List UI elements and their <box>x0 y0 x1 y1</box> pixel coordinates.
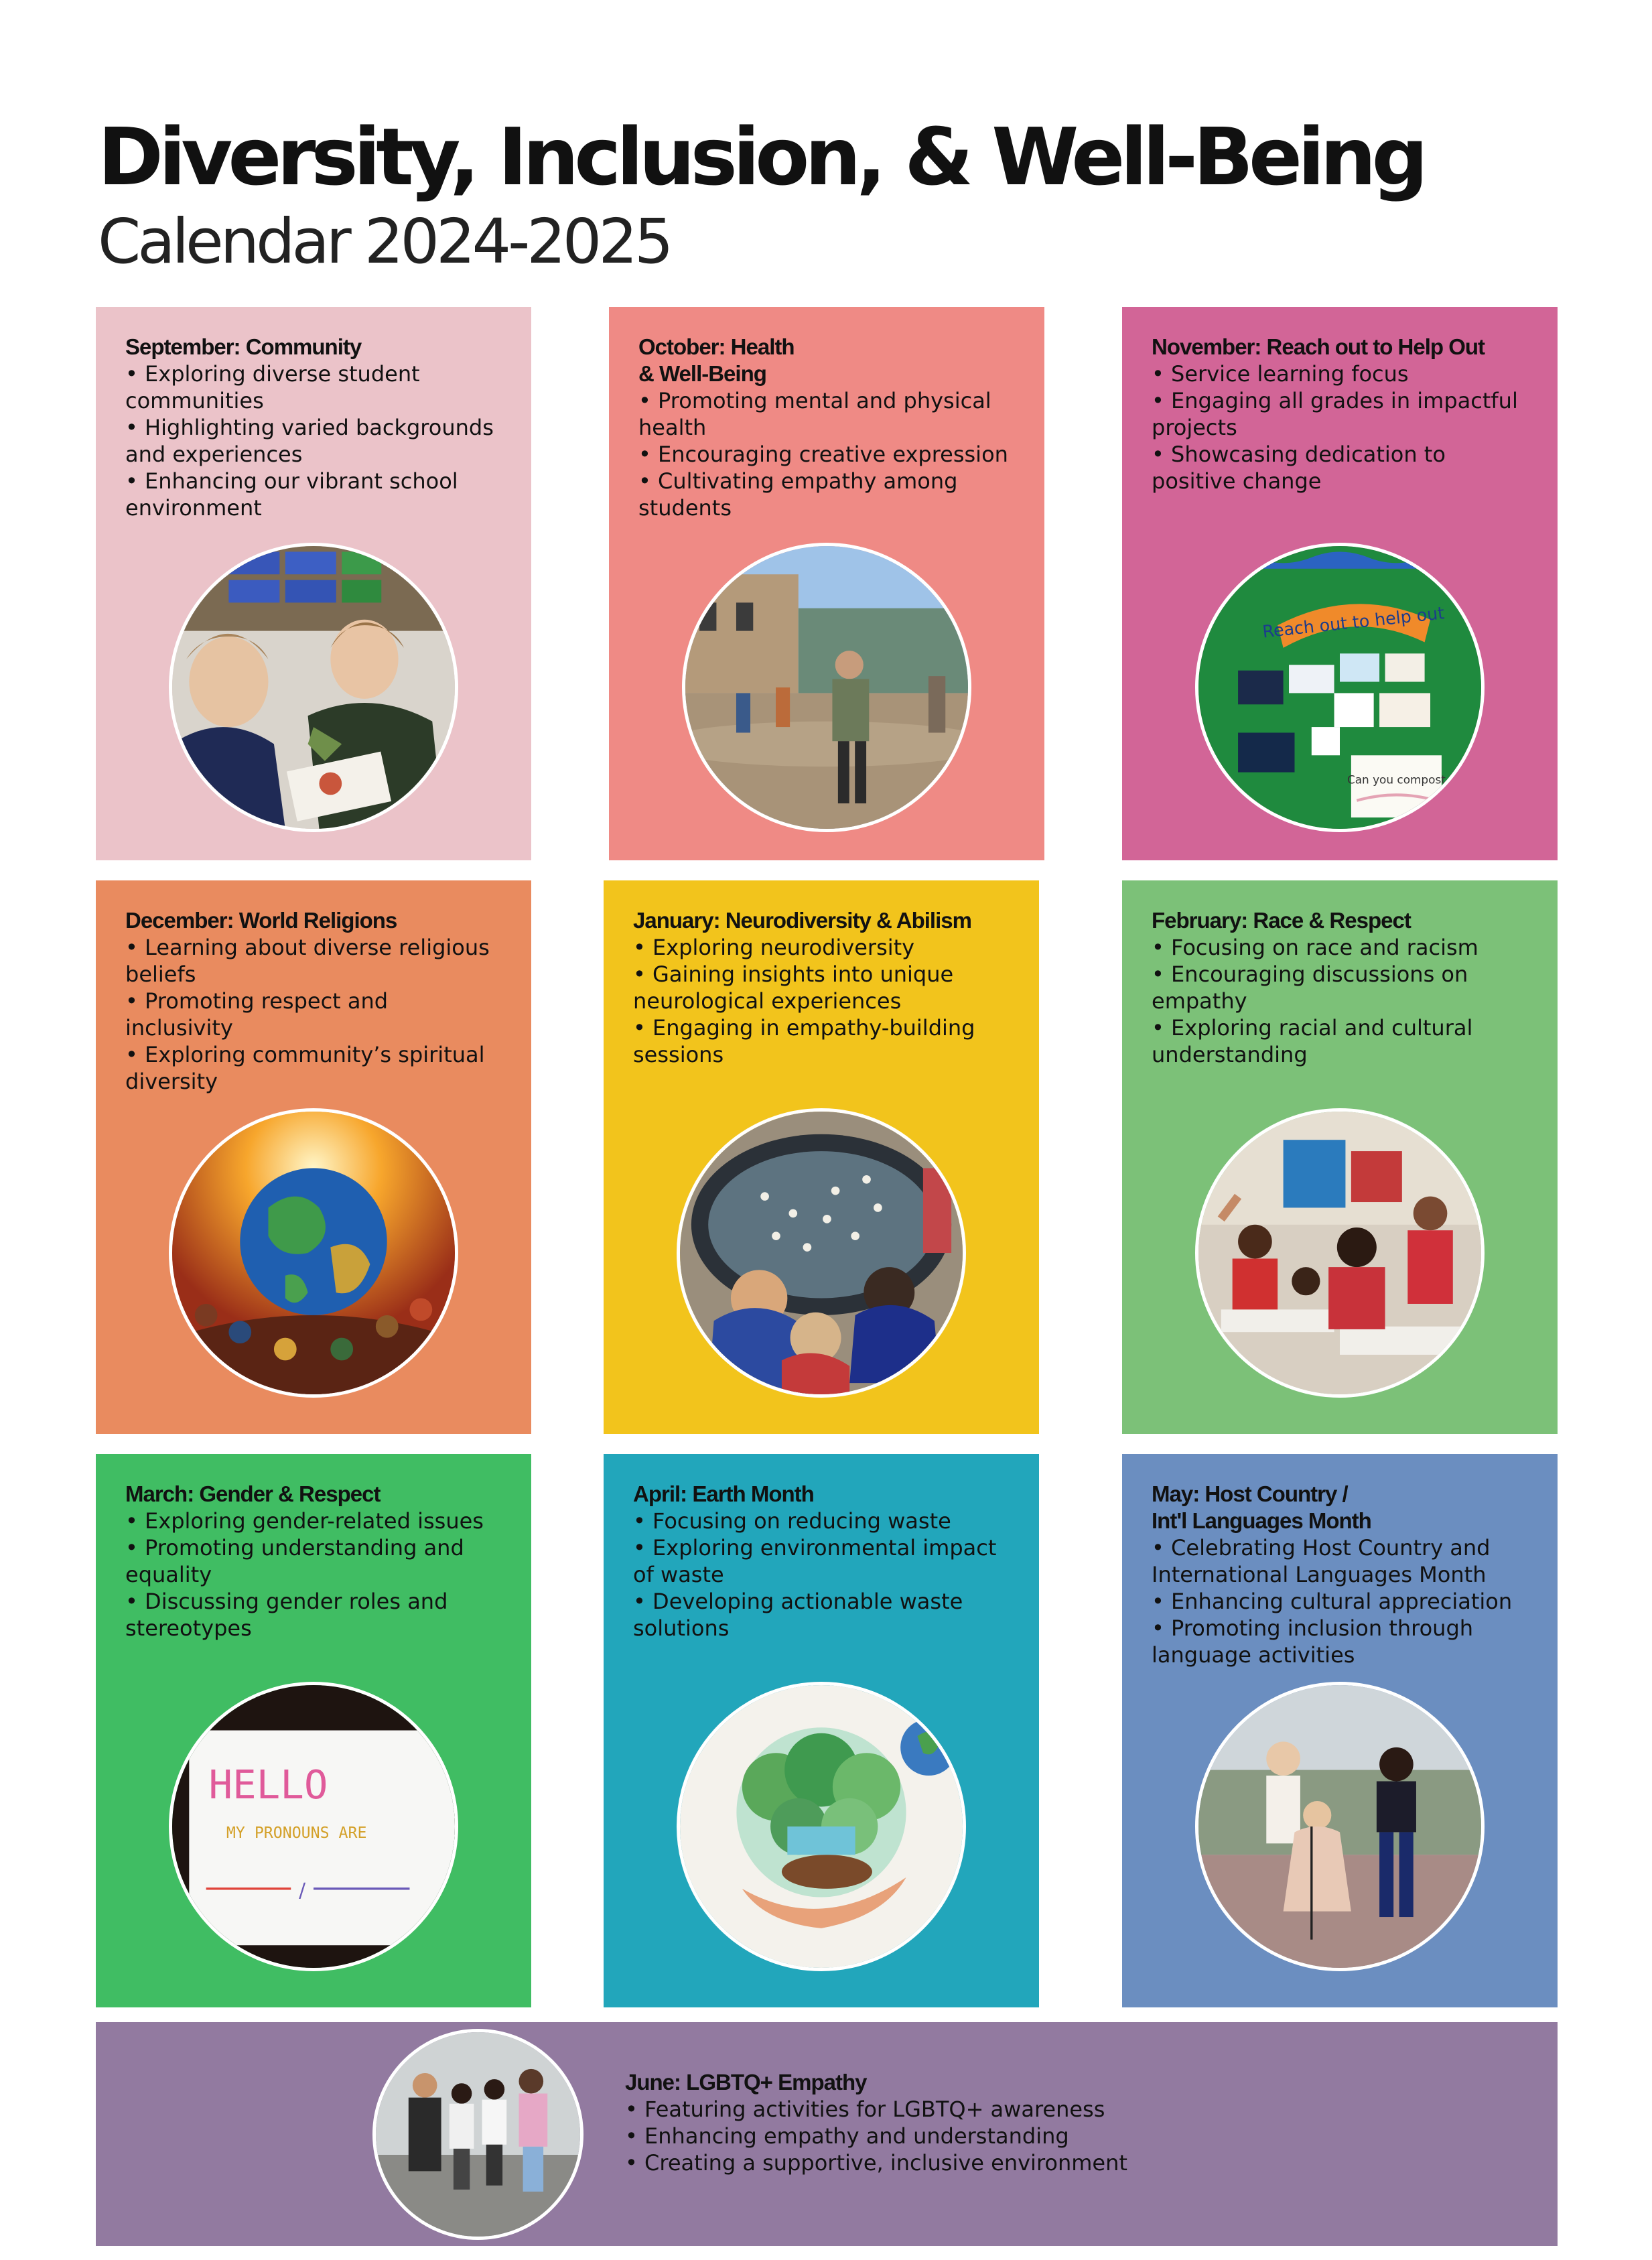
board-card-text: Can you compost <box>1347 773 1446 787</box>
bullet-item: • Celebrating Host Country and International Languages Month <box>1152 1534 1528 1588</box>
bullet-item: • Discussing gender roles and stereotypes <box>125 1588 502 1642</box>
bullet-item: • Exploring neurodiversity <box>633 934 1010 961</box>
bullet-list <box>638 387 1015 521</box>
playground-photo <box>682 543 971 832</box>
bullet-item: • Promoting inclusion through language activities <box>1152 1615 1528 1668</box>
bullet-item: • Encouraging creative expression <box>638 441 1015 468</box>
sign-slash-text: / <box>299 1879 306 1902</box>
bullet-item: • Engaging in empathy-building sessions <box>633 1014 1010 1068</box>
bullet-item: • Cultivating empathy among students <box>638 468 1015 521</box>
bullet-list <box>633 1508 1010 1642</box>
children-reading-photo <box>169 543 458 832</box>
performance-photo <box>1195 1682 1485 1971</box>
bullet-list <box>125 1508 502 1642</box>
bullet-list <box>125 360 502 521</box>
month-heading: June: LGBTQ+ Empathy <box>625 2070 867 2095</box>
bullet-list <box>125 934 502 1095</box>
globe-illustration <box>169 1108 458 1398</box>
bullet-item: • Promoting mental and physical health <box>638 387 1015 441</box>
classroom-photo <box>1195 1108 1485 1398</box>
month-heading: January: Neurodiversity & Abilism <box>633 908 971 933</box>
bullet-list <box>625 2096 1127 2176</box>
bullet-item: • Learning about diverse religious beliefs <box>125 934 502 988</box>
bullet-item: • Creating a supportive, inclusive environment <box>625 2149 1127 2176</box>
month-heading: December: World Religions <box>125 908 397 933</box>
bullet-item: • Gaining insights into unique neurological experiences <box>633 961 1010 1014</box>
month-heading: September: Community <box>125 334 362 359</box>
bullet-item: • Exploring diverse student communities <box>125 360 502 414</box>
bullet-item: • Encouraging discussions on empathy <box>1152 961 1528 1014</box>
bullet-item: • Developing actionable waste solutions <box>633 1588 1010 1642</box>
bullet-item: • Promoting understanding and equality <box>125 1534 502 1588</box>
month-card-february <box>1122 880 1558 1434</box>
pronouns-sign-photo <box>169 1682 458 1971</box>
assembly-photo <box>372 2029 583 2240</box>
bullet-list <box>1152 934 1528 1068</box>
bullet-item: • Promoting respect and inclusivity <box>125 988 502 1041</box>
bullet-item: • Enhancing cultural appreciation <box>1152 1588 1528 1615</box>
bullet-list <box>633 934 1010 1068</box>
bullet-item: • Focusing on race and racism <box>1152 934 1528 961</box>
bullet-item: • Showcasing dedication to positive change <box>1152 441 1528 494</box>
sign-pronouns-text: MY PRONOUNS ARE <box>226 1823 367 1842</box>
month-card-november <box>1122 307 1558 860</box>
bullet-item: • Highlighting varied backgrounds and experiences <box>125 414 502 468</box>
bullet-item: • Exploring community’s spiritual diversity <box>125 1041 502 1095</box>
bullet-item: • Enhancing our vibrant school environment <box>125 468 502 521</box>
month-card-september <box>96 307 531 860</box>
bullet-item: • Enhancing empathy and understanding <box>625 2123 1127 2149</box>
bullet-item: • Exploring gender-related issues <box>125 1508 502 1534</box>
page-subtitle: Calendar 2024-2025 <box>98 206 671 277</box>
bullet-item: • Featuring activities for LGBTQ+ awareness <box>625 2096 1127 2123</box>
sign-hello-text: HELLO <box>208 1761 328 1808</box>
month-card-december <box>96 880 531 1434</box>
month-card-january <box>604 880 1039 1434</box>
month-heading: October: Health & Well-Being <box>638 334 795 386</box>
june-text <box>625 2069 1127 2176</box>
bullet-list <box>1152 360 1528 494</box>
page-title: Diversity, Inclusion, & Well-Being <box>98 111 1424 203</box>
month-card-march <box>96 1454 531 2007</box>
sensory-play-photo <box>677 1108 966 1398</box>
earth-watercolor-illustration <box>677 1682 966 1971</box>
month-card-june <box>96 2022 1558 2246</box>
month-heading: May: Host Country / Int'l Languages Month <box>1152 1481 1371 1533</box>
month-card-may <box>1122 1454 1558 2007</box>
bullet-item: • Engaging all grades in impactful projects <box>1152 387 1528 441</box>
month-heading: April: Earth Month <box>633 1481 814 1506</box>
month-heading: November: Reach out to Help Out <box>1152 334 1485 359</box>
month-heading: March: Gender & Respect <box>125 1481 381 1506</box>
month-heading: February: Race & Respect <box>1152 908 1411 933</box>
bullet-item: • Service learning focus <box>1152 360 1528 387</box>
month-card-october <box>609 307 1044 860</box>
bulletin-board-photo <box>1195 543 1485 832</box>
bullet-list <box>1152 1534 1528 1668</box>
bullet-item: • Exploring environmental impact of waste <box>633 1534 1010 1588</box>
month-card-april <box>604 1454 1039 2007</box>
bullet-item: • Focusing on reducing waste <box>633 1508 1010 1534</box>
board-banner-text: Reach out to help out <box>1261 602 1446 642</box>
bullet-item: • Exploring racial and cultural understanding <box>1152 1014 1528 1068</box>
